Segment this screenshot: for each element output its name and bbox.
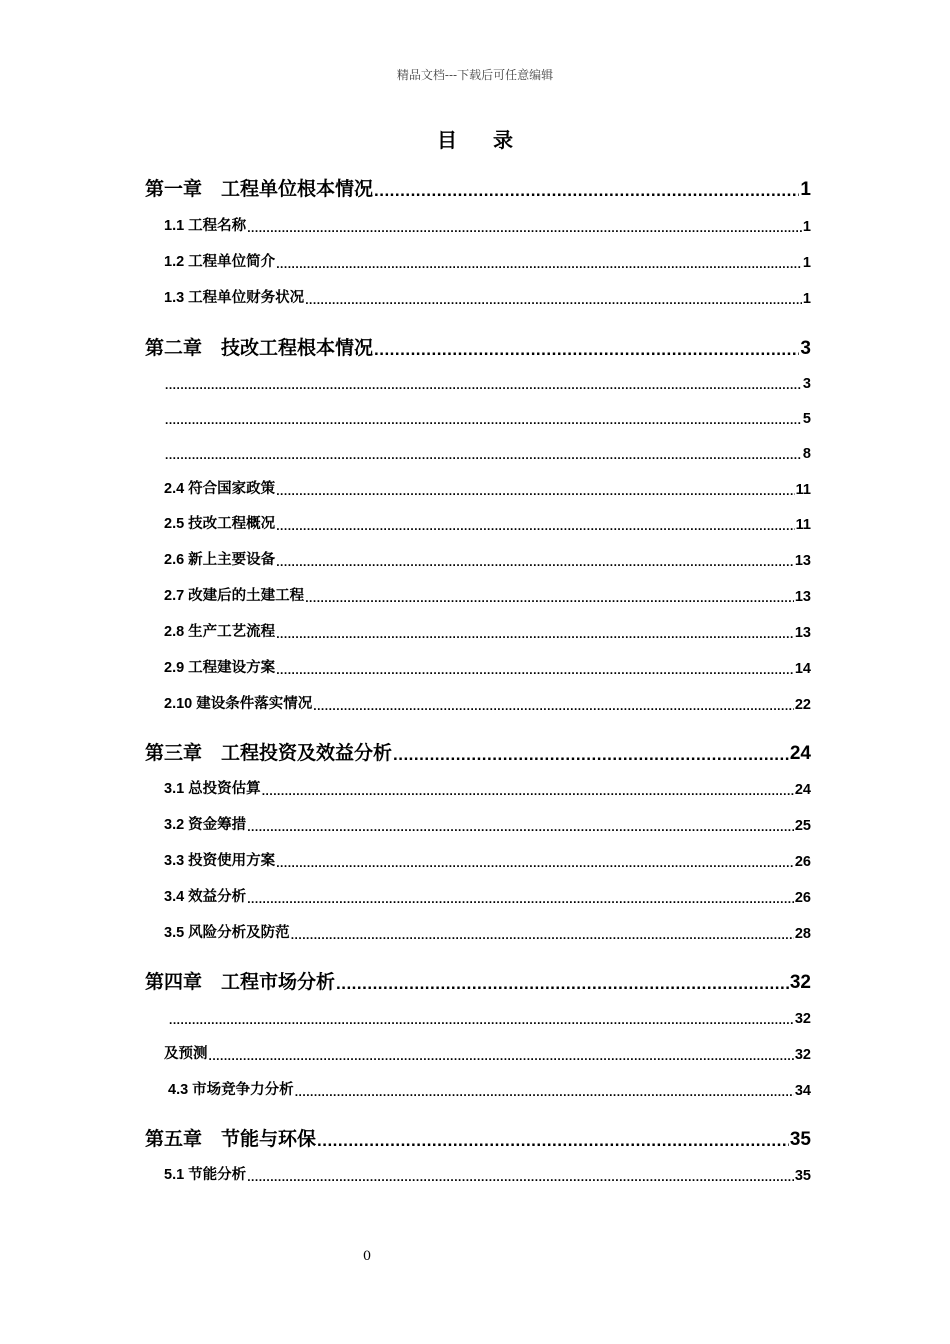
toc-entry-3-3[interactable] bbox=[164, 850, 811, 870]
toc-entry-page: 13 bbox=[794, 553, 811, 569]
toc-entry-3-2[interactable] bbox=[164, 814, 811, 834]
toc-leader-dots bbox=[209, 1043, 794, 1063]
toc-entry-label: 2.5 技改工程概况 bbox=[164, 516, 276, 532]
toc-title: 目录 bbox=[437, 128, 549, 152]
toc-entry-label: 1.2 工程单位简介 bbox=[164, 254, 276, 270]
toc-entry-label: 4.3 市场竞争力分析 bbox=[168, 1082, 294, 1098]
toc-entry-4-3[interactable] bbox=[168, 1079, 811, 1099]
page-number: 0 bbox=[362, 1249, 372, 1264]
toc-leader-dots bbox=[165, 407, 802, 427]
toc-entry-page: 11 bbox=[795, 482, 811, 498]
toc-leader-dots bbox=[165, 442, 802, 462]
toc-entry-label: 1.3 工程单位财务状况 bbox=[164, 290, 305, 306]
toc-leader-dots bbox=[165, 372, 802, 392]
toc-entry-page: 3 bbox=[802, 376, 811, 392]
toc-entry-page: 1 bbox=[802, 291, 811, 307]
toc-entry-label: 3.3 投资使用方案 bbox=[164, 853, 276, 869]
toc-leader-dots bbox=[247, 1164, 794, 1184]
toc-leader-dots bbox=[276, 478, 794, 498]
toc-leader-dots bbox=[317, 1125, 789, 1151]
toc-entry-page: 1 bbox=[802, 219, 811, 235]
toc-leader-dots bbox=[374, 175, 799, 201]
toc-entry-3-1[interactable] bbox=[164, 778, 811, 798]
toc-entry-label: 第三章 工程投资及效益分析 bbox=[145, 743, 393, 764]
toc-entry-3-5[interactable] bbox=[164, 922, 811, 942]
toc-leader-dots bbox=[276, 251, 802, 271]
toc-leader-dots bbox=[305, 585, 794, 605]
toc-entry-page: 34 bbox=[794, 1083, 811, 1099]
toc-entry-page: 8 bbox=[802, 446, 811, 462]
toc-entry-label: 3.4 效益分析 bbox=[164, 889, 247, 905]
toc-leader-dots bbox=[313, 693, 794, 713]
toc-entry-2-4[interactable] bbox=[164, 478, 811, 498]
toc-entry-page: 1 bbox=[800, 179, 811, 200]
toc-leader-dots bbox=[374, 334, 799, 360]
toc-entry-page: 32 bbox=[789, 972, 811, 993]
toc-entry-label: 2.8 生产工艺流程 bbox=[164, 624, 276, 640]
toc-leader-dots bbox=[295, 1079, 794, 1099]
toc-entry-page: 11 bbox=[795, 517, 811, 533]
toc-leader-dots bbox=[276, 657, 794, 677]
toc-entry-2-6[interactable] bbox=[164, 549, 811, 569]
toc-entry-label: 5.1 节能分析 bbox=[164, 1167, 247, 1183]
toc-leader-dots bbox=[276, 850, 794, 870]
toc-entry-chapter-4[interactable] bbox=[145, 968, 811, 994]
toc-entry-page: 28 bbox=[794, 926, 811, 942]
toc-entry-2-5[interactable] bbox=[164, 513, 811, 533]
toc-leader-dots bbox=[276, 549, 794, 569]
toc-entry-page: 1 bbox=[802, 255, 811, 271]
toc-entry-page: 26 bbox=[794, 890, 811, 906]
toc-entry-chapter-3[interactable] bbox=[145, 739, 811, 765]
toc-leader-dots bbox=[247, 215, 802, 235]
toc-entry-label: 2.9 工程建设方案 bbox=[164, 660, 276, 676]
toc-leader-dots bbox=[169, 1007, 794, 1027]
toc-entry-page: 25 bbox=[794, 818, 811, 834]
toc-entry-page: 13 bbox=[794, 625, 811, 641]
toc-entry-label: 2.4 符合国家政策 bbox=[164, 481, 276, 497]
toc-entry-4-2[interactable] bbox=[164, 1043, 811, 1063]
toc-leader-dots bbox=[276, 621, 794, 641]
toc-entry-page: 22 bbox=[794, 697, 811, 713]
toc-entry-3-4[interactable] bbox=[164, 886, 811, 906]
toc-entry-label: 第二章 技改工程根本情况 bbox=[145, 338, 374, 359]
toc-entry-page: 14 bbox=[794, 661, 811, 677]
toc-entry-label: 及预测 bbox=[164, 1046, 208, 1062]
toc-entry-page: 35 bbox=[789, 1129, 811, 1150]
toc-entry-label: 3.1 总投资估算 bbox=[164, 781, 261, 797]
toc-entry-label: 2.6 新上主要设备 bbox=[164, 552, 276, 568]
toc-entry-chapter-2[interactable] bbox=[145, 334, 811, 360]
toc-leader-dots bbox=[336, 968, 789, 994]
toc-entry-page: 3 bbox=[800, 338, 811, 359]
toc-entry-1-3[interactable] bbox=[164, 287, 811, 307]
toc-entry-1-1[interactable] bbox=[164, 215, 811, 235]
toc-entry-page: 35 bbox=[794, 1168, 811, 1184]
toc-entry-page: 32 bbox=[794, 1011, 811, 1027]
toc-entry-2-9[interactable] bbox=[164, 657, 811, 677]
toc-leader-dots bbox=[262, 778, 794, 798]
toc-entry-label: 第一章 工程单位根本情况 bbox=[145, 179, 374, 200]
toc-entry-label: 2.7 改建后的土建工程 bbox=[164, 588, 305, 604]
toc-entry-label: 3.2 资金筹措 bbox=[164, 817, 247, 833]
toc-entry-label: 3.5 风险分析及防范 bbox=[164, 925, 290, 941]
toc-entry-page: 5 bbox=[802, 411, 811, 427]
toc-entry-2-7[interactable] bbox=[164, 585, 811, 605]
header-watermark: 精品文档---下载后可任意编辑 bbox=[396, 68, 554, 82]
toc-entry-label: 第五章 节能与环保 bbox=[145, 1129, 317, 1150]
toc-leader-dots bbox=[247, 886, 794, 906]
toc-entry-2-1[interactable] bbox=[164, 372, 811, 392]
toc-entry-label: 第四章 工程市场分析 bbox=[145, 972, 336, 993]
toc-entry-page: 32 bbox=[794, 1047, 811, 1063]
toc-entry-page: 26 bbox=[794, 854, 811, 870]
toc-entry-2-10[interactable] bbox=[164, 693, 811, 713]
toc-entry-1-2[interactable] bbox=[164, 251, 811, 271]
toc-entry-2-2[interactable] bbox=[164, 407, 811, 427]
toc-entry-page: 13 bbox=[794, 589, 811, 605]
toc-entry-5-1[interactable] bbox=[164, 1164, 811, 1184]
toc-entry-label: 2.10 建设条件落实情况 bbox=[164, 696, 313, 712]
toc-entry-page: 24 bbox=[789, 743, 811, 764]
toc-leader-dots bbox=[393, 739, 789, 765]
toc-entry-page: 24 bbox=[794, 782, 811, 798]
toc-entry-chapter-5[interactable] bbox=[145, 1125, 811, 1151]
toc-entry-label: 1.1 工程名称 bbox=[164, 218, 247, 234]
toc-leader-dots bbox=[291, 922, 794, 942]
toc-entry-2-3[interactable] bbox=[164, 442, 811, 462]
toc-leader-dots bbox=[305, 287, 802, 307]
toc-leader-dots bbox=[276, 513, 794, 533]
toc-leader-dots bbox=[247, 814, 794, 834]
toc-entry-4-1[interactable] bbox=[168, 1007, 811, 1027]
toc-entry-chapter-1[interactable] bbox=[145, 175, 811, 201]
toc-entry-2-8[interactable] bbox=[164, 621, 811, 641]
